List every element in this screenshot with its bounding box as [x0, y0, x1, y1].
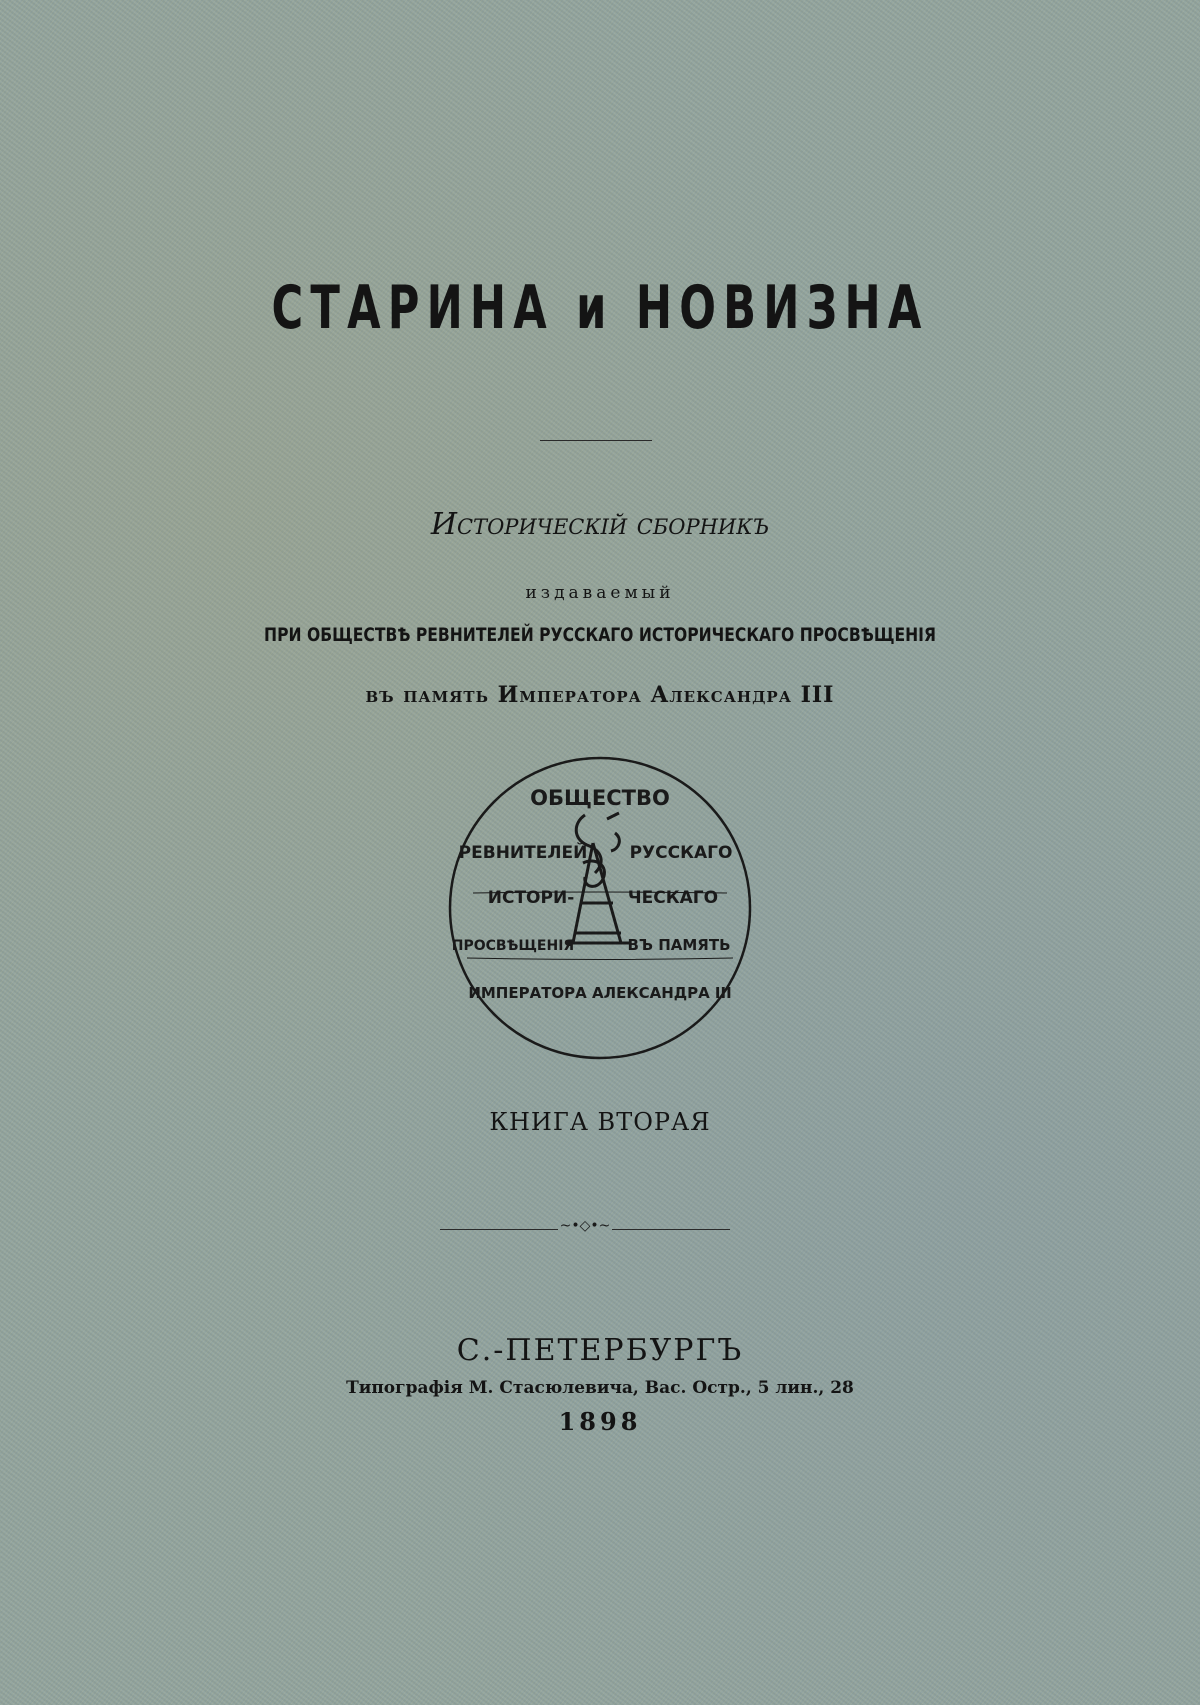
book-title: СТАРИНА и НОВИЗНА [271, 273, 929, 343]
memory-line: въ память Императора Александра III [365, 682, 835, 708]
book-number: КНИГА ВТОРАЯ [489, 1108, 711, 1136]
seal-line-1: ОБЩЕСТВО [530, 786, 670, 810]
seal-line-2-right: РУССКАГО [629, 843, 733, 863]
publication-year: 1898 [558, 1407, 642, 1436]
seal-line-3-left: ИСТОРИ- [487, 888, 575, 908]
title-divider [540, 440, 652, 441]
ornament-divider [440, 1218, 730, 1238]
subtitle: Историческій сборникъ [430, 507, 770, 542]
seal-line-3-right: ЧЕСКАГО [627, 888, 719, 908]
ornament-icon: ~•◇•~ [559, 1218, 611, 1234]
monogram-icon [567, 813, 629, 943]
seal-line-5: ИМПЕРАТОРА АЛЕКСАНДРА III [468, 984, 732, 1002]
ornament-line-left [440, 1229, 558, 1230]
seal-line-4-right: ВЪ ПАМЯТЬ [627, 936, 731, 954]
seal-line-2-left: РЕВНИТЕЛЕЙ [458, 843, 588, 863]
ornament-line-right [612, 1229, 730, 1230]
society-seal [445, 753, 755, 1063]
society-line: ПРИ ОБЩЕСТВѢ РЕВНИТЕЛЕЙ РУССКАГО ИСТОРИЧЕСКАГО ПРОСВѢЩЕНІЯ [264, 624, 936, 646]
published-label: издаваемый [525, 583, 675, 603]
printing-house: Типографія М. Стасюлевича, Вас. Остр., 5 лин., 28 [346, 1378, 854, 1398]
publication-city: С.-ПЕТЕРБУРГЪ [456, 1333, 744, 1368]
seal-line-4-left: ПРОСВѢЩЕНІЯ [451, 938, 575, 954]
